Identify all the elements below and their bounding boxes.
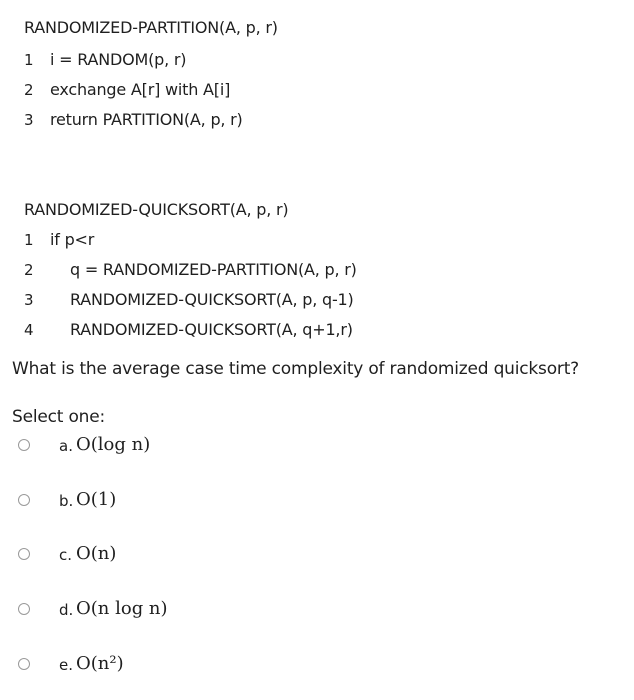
option-letter: c. bbox=[59, 546, 73, 564]
line-number: 3 bbox=[24, 111, 34, 129]
radio-button-d[interactable] bbox=[18, 603, 30, 615]
option-letter: e. bbox=[59, 656, 73, 674]
option-answer-text: O(n log n) bbox=[76, 598, 168, 619]
radio-button-b[interactable] bbox=[18, 494, 30, 506]
line-number: 2 bbox=[24, 261, 34, 279]
option-d[interactable] bbox=[18, 598, 318, 622]
line-number: 3 bbox=[24, 291, 34, 309]
line-number: 4 bbox=[24, 321, 34, 339]
option-answer-text: O(n) bbox=[76, 543, 117, 564]
option-answer-text: O(log n) bbox=[76, 434, 151, 455]
question-text: What is the average case time complexity of randomized quicksort? bbox=[12, 359, 579, 379]
option-e[interactable] bbox=[18, 653, 318, 677]
option-letter: b. bbox=[59, 492, 74, 510]
option-c[interactable] bbox=[18, 543, 318, 567]
quicksort-line-4: RANDOMIZED-QUICKSORT(A, q+1,r) bbox=[70, 320, 353, 339]
line-number: 2 bbox=[24, 81, 34, 99]
option-answer-text: O(n²) bbox=[76, 653, 124, 674]
option-b[interactable] bbox=[18, 489, 318, 513]
radio-button-c[interactable] bbox=[18, 548, 30, 560]
quicksort-line-3: RANDOMIZED-QUICKSORT(A, p, q-1) bbox=[70, 290, 354, 309]
partition-line-3: return PARTITION(A, p, r) bbox=[50, 110, 243, 129]
line-number: 1 bbox=[24, 51, 34, 69]
quicksort-line-2: q = RANDOMIZED-PARTITION(A, p, r) bbox=[70, 260, 357, 279]
option-letter: a. bbox=[59, 437, 73, 455]
partition-line-1: i = RANDOM(p, r) bbox=[50, 50, 187, 69]
quicksort-line-1: if p<r bbox=[50, 230, 95, 249]
radio-button-a[interactable] bbox=[18, 439, 30, 451]
select-one-label: Select one: bbox=[12, 407, 106, 427]
quicksort-header: RANDOMIZED-QUICKSORT(A, p, r) bbox=[24, 200, 289, 219]
option-answer-text: O(1) bbox=[76, 489, 117, 510]
line-number: 1 bbox=[24, 231, 34, 249]
partition-line-2: exchange A[r] with A[i] bbox=[50, 80, 231, 99]
option-letter: d. bbox=[59, 601, 74, 619]
option-a[interactable] bbox=[18, 434, 318, 458]
radio-button-e[interactable] bbox=[18, 658, 30, 670]
partition-header: RANDOMIZED-PARTITION(A, p, r) bbox=[24, 18, 278, 37]
